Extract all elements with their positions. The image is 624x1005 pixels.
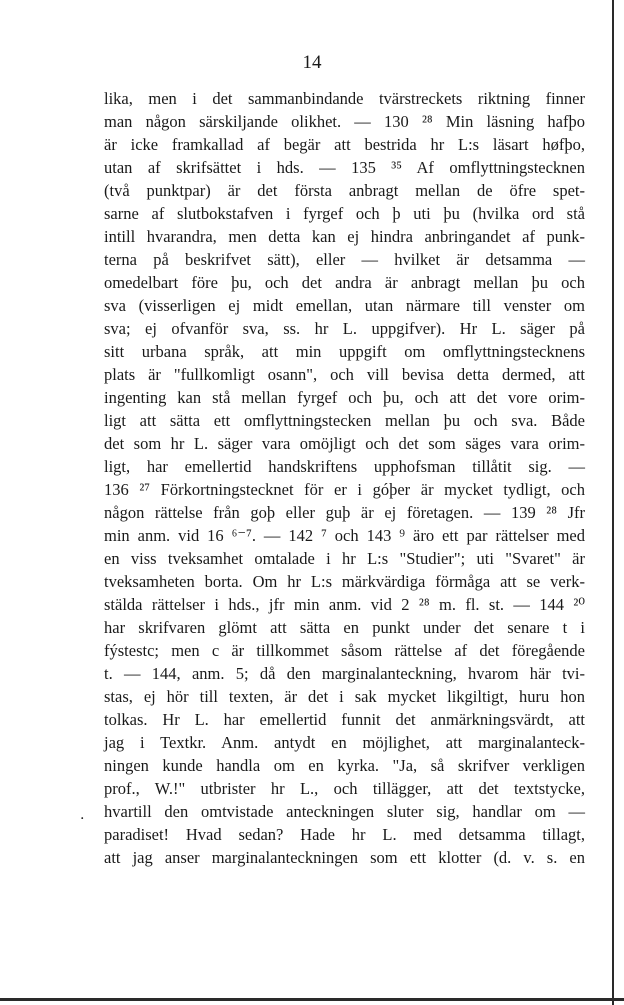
text-line: tveksamheten borta. Om hr L:s märkvärdiga förmåga att se verk- [104,572,585,591]
text-line: en viss tveksamhet omtalade i hr L:s "Studier"; uti "Svaret" är [104,549,585,568]
text-line: att jag anser marginalanteckningen som ett klotter (d. v. s. en [104,848,585,867]
text-line: tolkas. Hr L. har emellertid funnit det anmärkningsvärdt, att [104,710,585,729]
page-edge-bottom [0,998,624,1001]
text-line: ligt att sätta ett omflyttningstecken mellan þu och sva. Både [104,411,585,430]
text-line: hvartill den omtvistade anteckningen sluter sig, handlar om — [104,802,585,821]
text-line: t. — 144, anm. 5; då den marginalanteckning, hvarom här tvi- [104,664,585,683]
text-line: sva; ej ofvanför sva, ss. hr L. uppgifver). Hr L. säger på [104,319,585,338]
text-line: omedelbart före þu, och det andra är anbragt mellan þu och [104,273,585,292]
text-line: sitt urbana språk, att min uppgift om omflyttningstecknens [104,342,585,361]
text-line: sarne af slutbokstafven i fyrgef och þ uti þu (hvilka ord stå [104,204,585,223]
text-line: har skrifvaren glömt att sätta en punkt under det senare t i [104,618,585,637]
text-line: fýstestc; men c är tillkommet såsom rättelse af det föregående [104,641,585,660]
text-line: stälda rättelser i hds., jfr min anm. vid 2 ²⁸ m. fl. st. — 144 ²⁰ [104,595,585,614]
text-line: ligt, har emellertid handskriftens upphofsman tillåtit sig. — [104,457,585,476]
text-line: ningen kunde handla om en kyrka. "Ja, så skrifver verkligen [104,756,585,775]
text-line: någon rättelse från goþ eller guþ är ej företagen. — 139 ²⁸ Jfr [104,503,585,522]
text-line: prof., W.!" utbrister hr L., och tillägger, att det textstycke, [104,779,585,798]
text-line: lika, men i det sammanbindande tvärstreckets riktning finner [104,89,585,108]
text-line: jag i Textkr. Anm. antydt en möjlighet, att marginalanteck- [104,733,585,752]
text-line: man någon särskiljande olikhet. — 130 ²⁸ Min läsning hafþo [104,112,585,131]
text-line: terna på beskrifvet sätt), eller — hvilket är detsamma — [104,250,585,269]
text-line: ingenting kan stå mellan fyrgef och þu, och att det vore orim- [104,388,585,407]
text-line: utan af skrifsättet i hds. — 135 ³⁵ Af omflyttningstecknen [104,158,585,177]
text-line: intill hvarandra, men detta kan ej hindra anbringandet af punk- [104,227,585,246]
text-line: är icke framkallad af begär att bestrida hr L:s läsart høfþo, [104,135,585,154]
text-line: sva (visserligen ej midt emellan, utan närmare till venster om [104,296,585,315]
margin-mark: . [80,807,85,823]
text-line: plats är "fullkomligt osann", och vill bevisa detta dermed, att [104,365,585,384]
text-line: 136 ²⁷ Förkortningstecknet för er i góþer är mycket tydligt, och [104,480,585,499]
page-number: 14 [302,52,322,73]
text-line: det som hr L. säger vara omöjligt och det som säges vara orim- [104,434,585,453]
text-line: stas, ej hör till texten, är det i sak mycket likgiltigt, huru hon [104,687,585,706]
text-line: min anm. vid 16 ⁶⁻⁷. — 142 ⁷ och 143 ⁹ äro ett par rättelser med [104,526,585,545]
text-line: paradiset! Hvad sedan? Hade hr L. med detsamma tillagt, [104,825,585,844]
text-line: (två punktpar) är det första anbragt mellan de öfre spet- [104,181,585,200]
page-edge-right [612,0,614,1005]
